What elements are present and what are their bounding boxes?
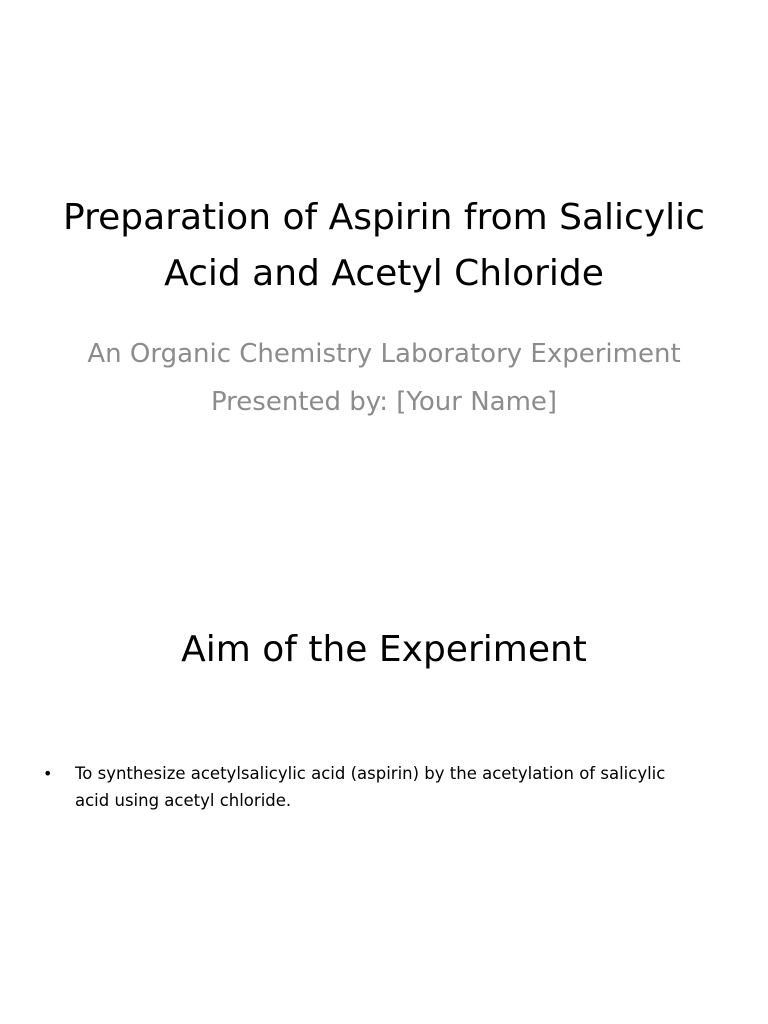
presenter-line: Presented by: [Your Name] <box>210 387 558 417</box>
bullet-list <box>40 760 700 814</box>
subtitle-description: An Organic Chemistry Laboratory Experiment <box>87 339 681 369</box>
presentation-subtitle <box>80 334 688 422</box>
aim-slide <box>0 576 768 1024</box>
bullet-marker: • <box>43 764 53 783</box>
presentation-title: Preparation of Aspirin from Salicylic Acid and Acetyl Chloride <box>63 197 705 294</box>
bullet-text: To synthesize acetylsalicylic acid (aspirin) by the acetylation of salicylic acid using acetyl chloride. <box>75 764 666 810</box>
list-item <box>40 760 700 814</box>
slide-title: Aim of the Experiment <box>181 629 587 670</box>
